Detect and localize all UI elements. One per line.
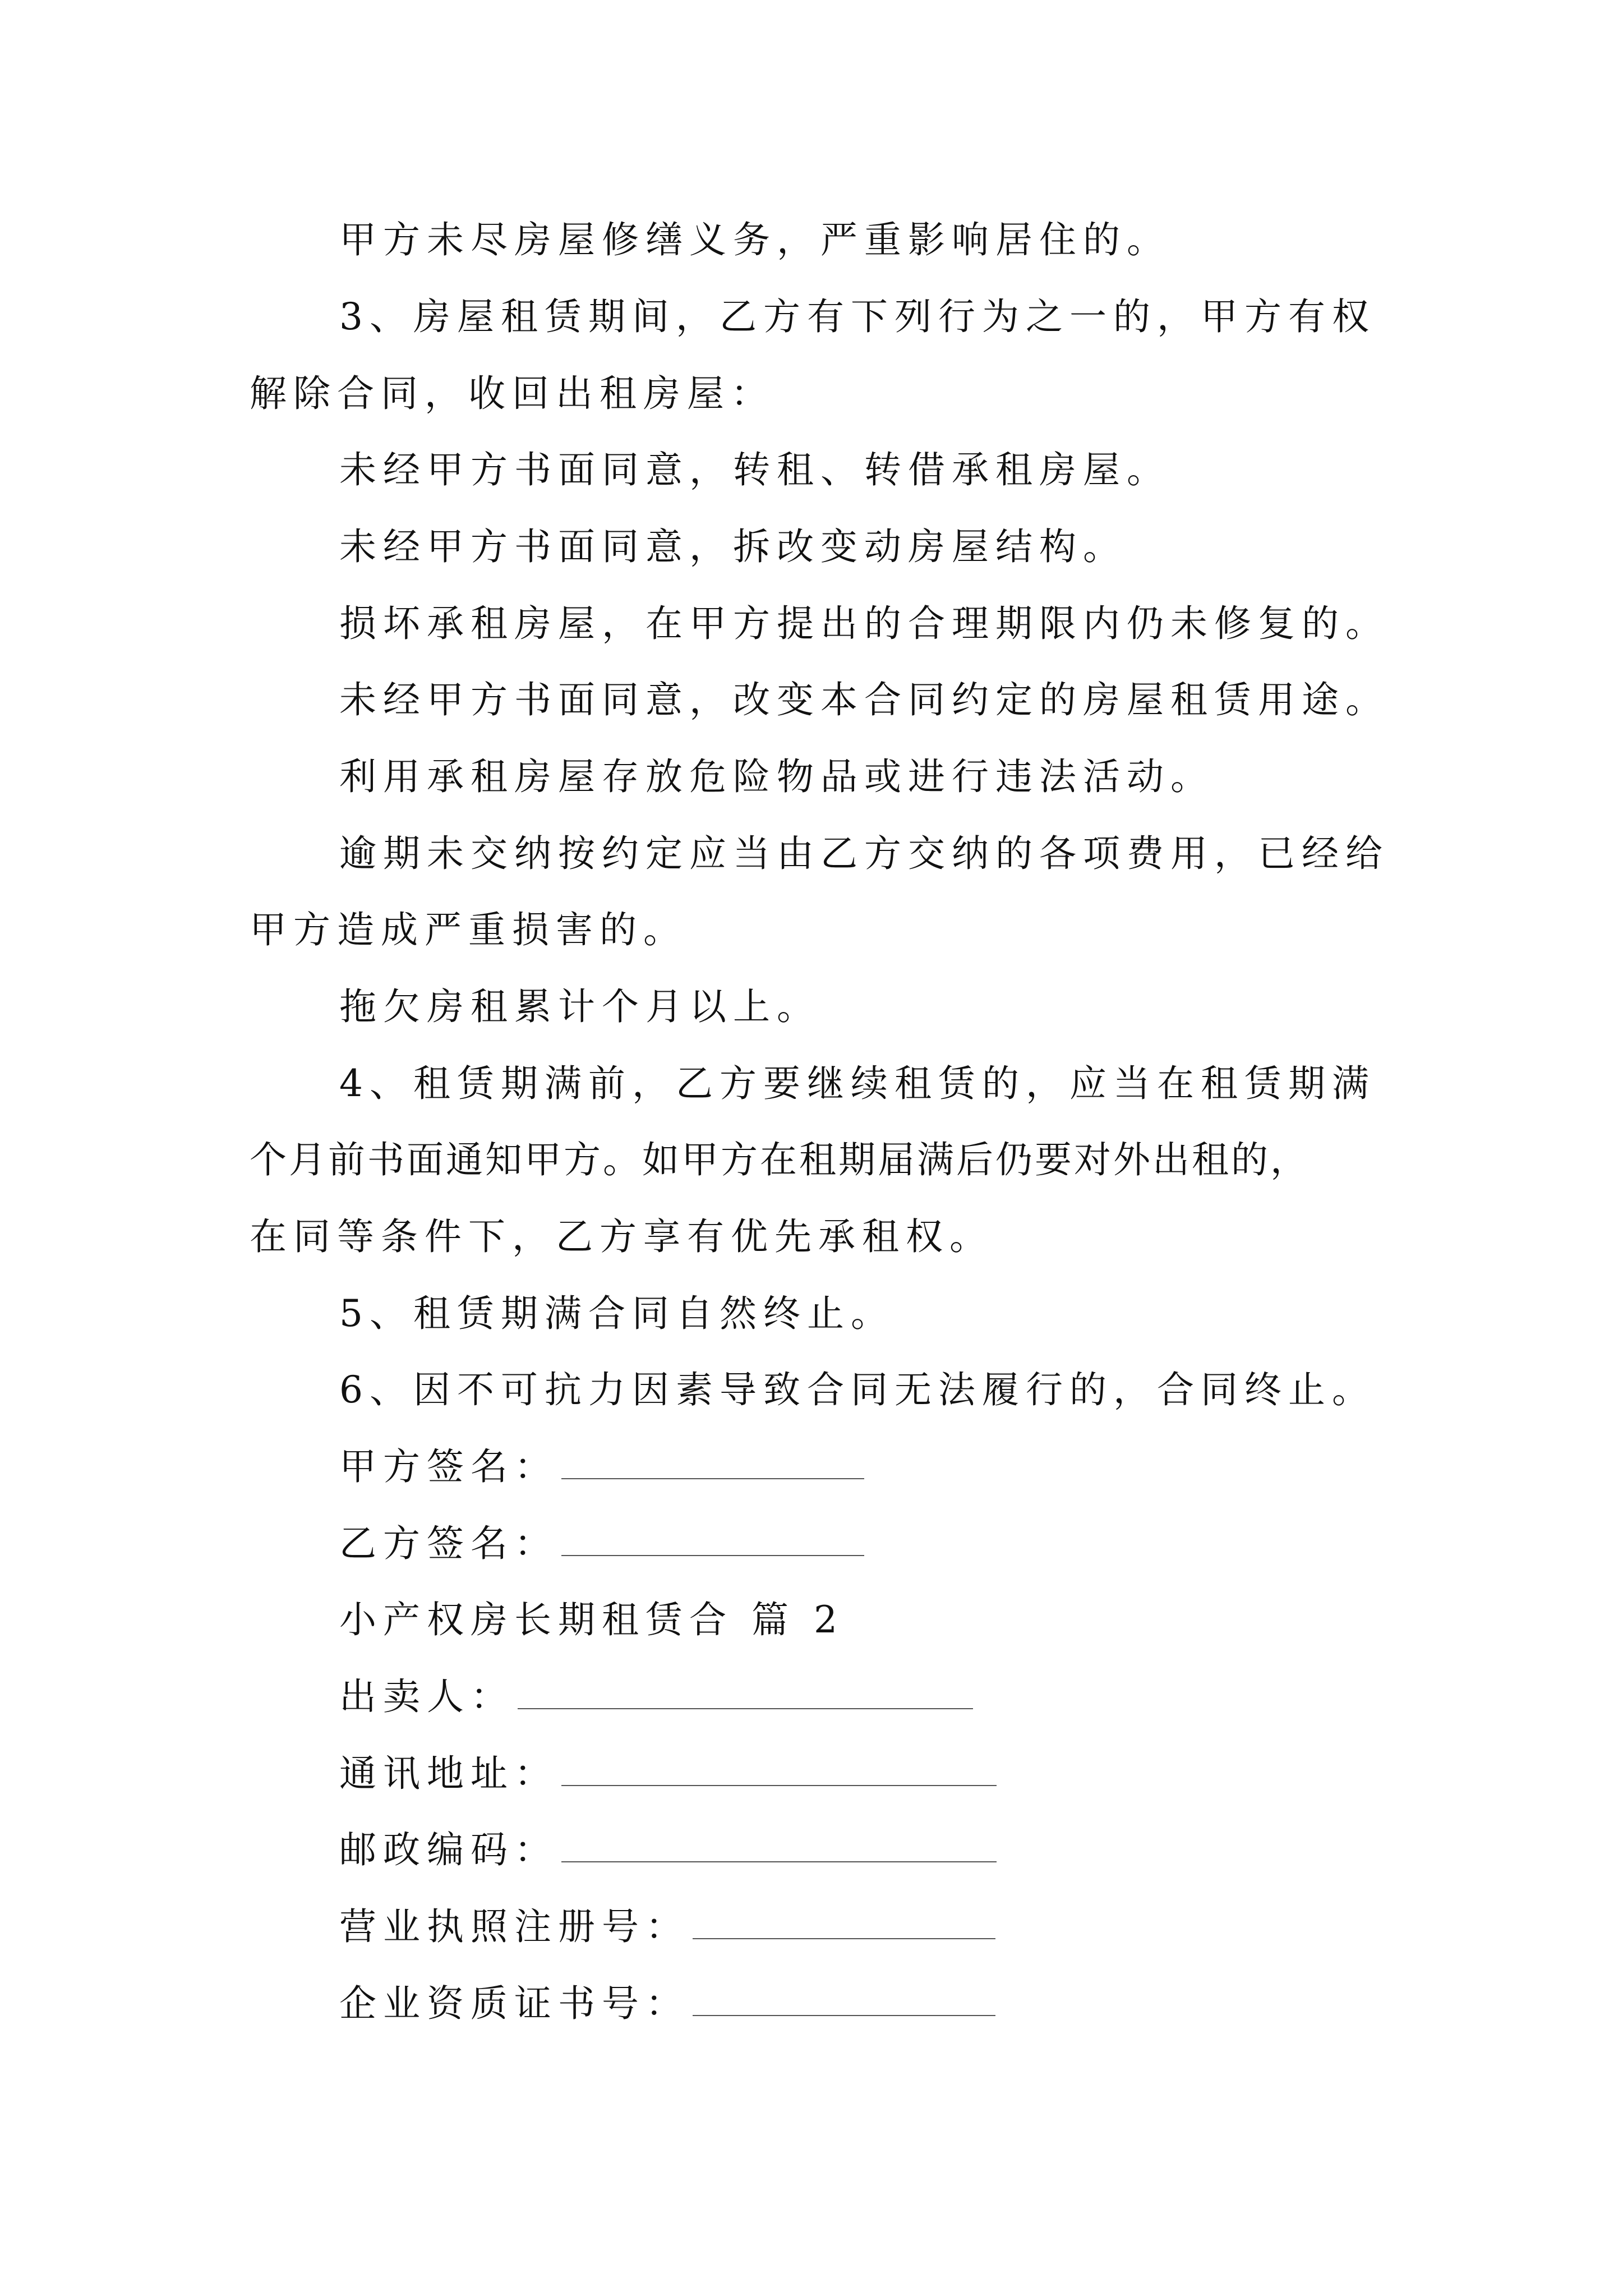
section-title: 小产权房长期租赁合 篇 2 bbox=[339, 1598, 844, 1641]
field-business-license-label: 营业执照注册号： bbox=[339, 1905, 689, 1948]
paragraph-line: 4、租赁期满前，乙方要继续租赁的，应当在租赁期满 bbox=[339, 1062, 1376, 1105]
field-qualification bbox=[339, 1981, 995, 2026]
paragraph-line: 个月前书面通知甲方。如甲方在租期届满后仍要对外出租的， bbox=[250, 1138, 1310, 1181]
paragraph-line: 未经甲方书面同意，转租、转借承租房屋。 bbox=[339, 448, 1170, 491]
field-address-blank[interactable] bbox=[561, 1754, 997, 1786]
field-business-license bbox=[339, 1904, 995, 1949]
paragraph-line: 未经甲方书面同意，拆改变动房屋结构。 bbox=[339, 525, 1127, 568]
field-qualification-blank[interactable] bbox=[693, 1984, 995, 2016]
paragraph-line: 损坏承租房屋，在甲方提出的合理期限内仍未修复的。 bbox=[339, 602, 1389, 645]
paragraph-line: 逾期未交纳按约定应当由乙方交纳的各项费用，已经给 bbox=[339, 832, 1389, 875]
field-business-license-blank[interactable] bbox=[693, 1907, 995, 1939]
field-qualification-label: 企业资质证书号： bbox=[339, 1982, 689, 2025]
paragraph-line: 6、因不可抗力因素导致合同无法履行的，合同终止。 bbox=[339, 1368, 1376, 1411]
field-address bbox=[339, 1751, 997, 1796]
paragraph-line: 拖欠房租累计个月以上。 bbox=[339, 985, 820, 1028]
signature-party-a-label: 甲方签名： bbox=[339, 1445, 558, 1488]
field-address-label: 通讯地址： bbox=[339, 1752, 558, 1795]
signature-party-b-blank[interactable] bbox=[561, 1524, 864, 1556]
paragraph-line: 甲方造成严重损害的。 bbox=[250, 908, 687, 951]
paragraph-line: 解除合同，收回出租房屋： bbox=[250, 372, 774, 415]
signature-party-b bbox=[339, 1521, 864, 1566]
field-seller bbox=[339, 1674, 973, 1719]
paragraph-line: 5、租赁期满合同自然终止。 bbox=[339, 1292, 895, 1335]
field-seller-label: 出卖人： bbox=[339, 1675, 514, 1718]
paragraph-line: 利用承租房屋存放危险物品或进行违法活动。 bbox=[339, 755, 1214, 798]
paragraph-line: 3、房屋租赁期间，乙方有下列行为之一的，甲方有权 bbox=[339, 295, 1376, 338]
paragraph-line: 甲方未尽房屋修缮义务，严重影响居住的。 bbox=[339, 218, 1170, 261]
signature-party-a-blank[interactable] bbox=[561, 1447, 864, 1479]
field-postal-code bbox=[339, 1828, 997, 1872]
field-postal-code-blank[interactable] bbox=[561, 1830, 997, 1862]
paragraph-line: 在同等条件下，乙方享有优先承租权。 bbox=[250, 1215, 993, 1258]
field-seller-blank[interactable] bbox=[518, 1677, 973, 1709]
paragraph-line: 未经甲方书面同意，改变本合同约定的房屋租赁用途。 bbox=[339, 678, 1389, 721]
signature-party-b-label: 乙方签名： bbox=[339, 1522, 558, 1565]
signature-party-a bbox=[339, 1444, 864, 1489]
field-postal-code-label: 邮政编码： bbox=[339, 1828, 558, 1871]
